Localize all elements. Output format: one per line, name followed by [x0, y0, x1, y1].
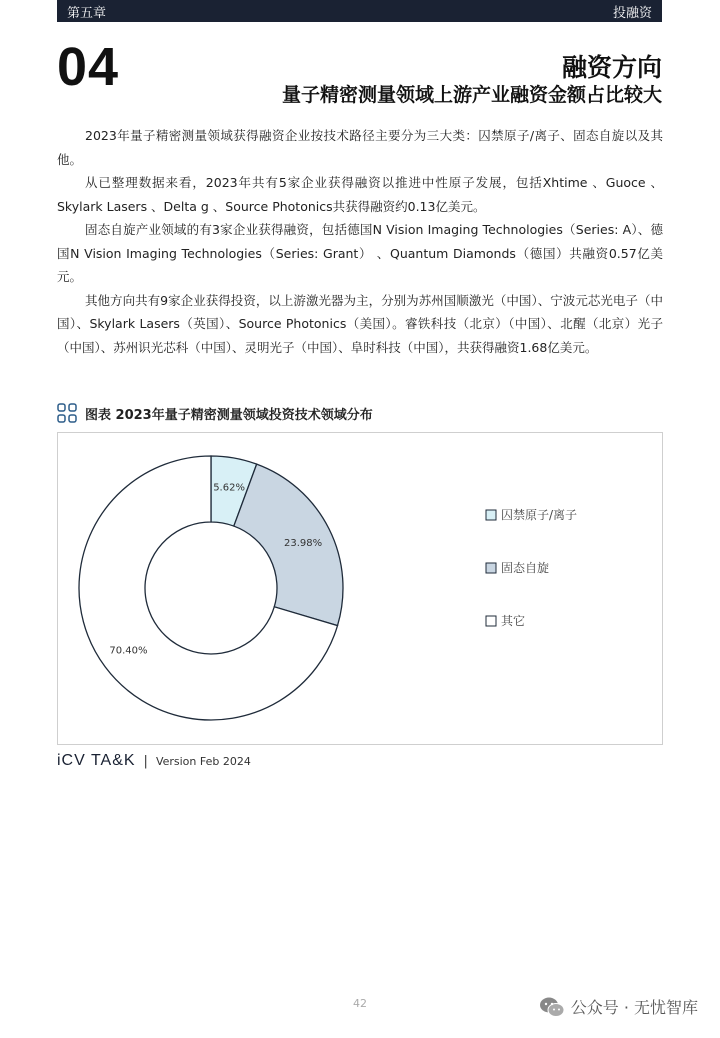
figure-title-text: 图表 2023年量子精密测量领域投资技术领域分布 — [85, 407, 373, 423]
donut-chart — [58, 433, 662, 744]
page-number: 42 — [353, 997, 367, 1010]
legend-swatch-trapped-ion — [486, 510, 496, 520]
section-label: 投融资 — [612, 5, 652, 21]
page-title: 融资方向 — [561, 53, 662, 82]
chapter-label: 第五章 — [67, 5, 107, 21]
data-label-other: 70.40% — [109, 645, 148, 657]
watermark — [539, 995, 698, 1018]
legend-swatch-other — [486, 616, 496, 626]
paragraph: 固态自旋产业领域的有3家企业获得融资，包括德国N Vision Imaging Technologies（Series: A）、德国N Vision Imaging Technologies（Series: Grant） 、Quantum Diamonds（德国）共融资0.57亿美元。 — [57, 222, 663, 284]
grid-icon — [57, 403, 77, 423]
paragraph: 从已整理数据来看，2023年共有5家企业获得融资以推进中性原子发展，包括Xhtime 、Guoce 、Skylark Lasers 、Delta g 、Source Photonics共获得融资约0.13亿美元。 — [57, 175, 663, 214]
body-text — [57, 124, 663, 359]
data-label-trapped-ion: 5.62% — [213, 482, 245, 494]
figure-title — [57, 402, 373, 424]
paragraph: 2023年量子精密测量领域获得融资企业按技术路径主要分为三大类：囚禁原子/离子、固态自旋以及其他。 — [57, 128, 663, 167]
brand-logo: iCV TA&K — [57, 752, 136, 769]
paragraph: 其他方向共有9家企业获得投资，以上游激光器为主，分别为苏州国顺激光（中国）、宁波元芯光电子（中国）、Skylark Lasers（英国）、Source Photonics（美国）。睿铁科技（北京）（中国）、北醒（北京）光子（中国）、苏州识光芯科（中国）、灵明光子（中国）、阜时科技（中国），共获得融资1.68亿美元。 — [57, 292, 663, 355]
data-label-solid-spin: 23.98% — [284, 537, 323, 549]
chapter-number: 04 — [57, 37, 120, 97]
footer-brand — [57, 752, 251, 770]
legend-label-other: 其它 — [501, 614, 526, 628]
legend-swatch-solid-spin — [486, 563, 496, 573]
legend-label-trapped-ion: 囚禁原子/离子 — [501, 508, 578, 522]
wechat-icon — [539, 996, 565, 1018]
top-bar — [57, 0, 662, 22]
legend-label-solid-spin: 固态自旋 — [501, 561, 550, 575]
page-subtitle: 量子精密测量领域上游产业融资金额占比较大 — [281, 84, 662, 106]
brand-separator: | — [143, 753, 148, 769]
watermark-text: 公众号 · 无忧智库 — [570, 998, 698, 1017]
version-label: Version Feb 2024 — [155, 754, 251, 768]
chart-container — [57, 432, 663, 745]
